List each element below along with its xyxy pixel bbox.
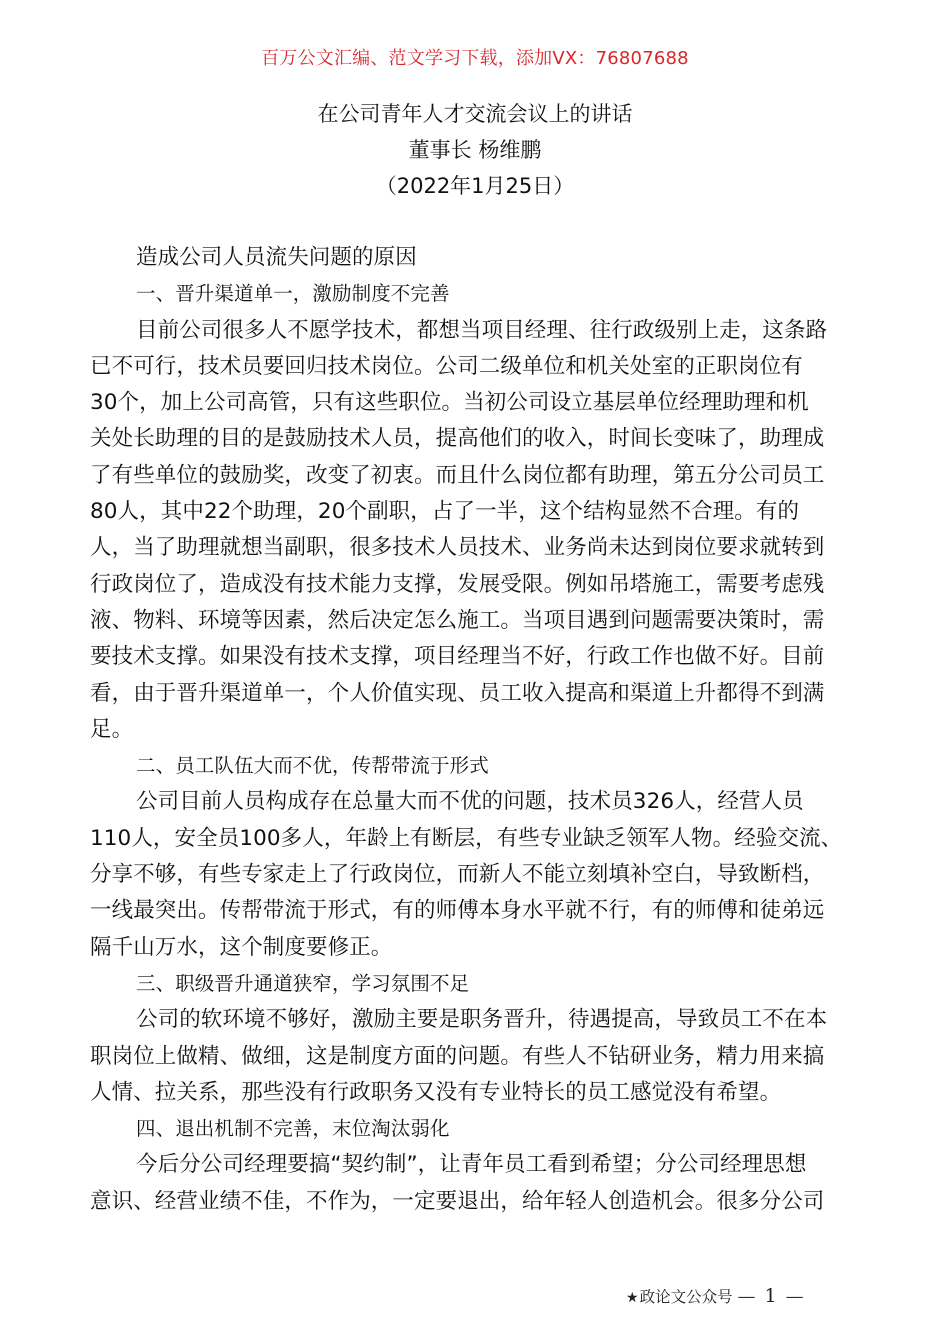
paragraph-line: 已不可行，技术员要回归技术岗位。公司二级单位和机关处室的正职岗位有 [90, 353, 803, 379]
paragraph-line: 目前公司很多人不愿学技术，都想当项目经理、往行政级别上走，这条路 [136, 317, 828, 343]
paragraph-line: 要技术支撑。如果没有技术支撑，项目经理当不好，行政工作也做不好。目前 [90, 644, 825, 670]
paragraph-line: 30个，加上公司高管，只有这些职位。当初公司设立基层单位经理助理和机 [90, 390, 809, 416]
paragraph-line: 110人，安全员100多人，年龄上有断层，有些专业缺乏领军人物。经验交流、 [90, 825, 843, 851]
page-footer [626, 1282, 804, 1310]
paragraph-line: 今后分公司经理要搞“契约制”，让青年员工看到希望；分公司经理思想 [136, 1152, 807, 1178]
paragraph-line: 行政岗位了，造成没有技术能力支撑，发展受限。例如吊塔施工，需要考虑残 [90, 571, 825, 597]
section-heading-1: 一、晋升渠道单一，激励制度不完善 [136, 282, 450, 306]
section-heading-2: 二、员工队伍大而不优，传帮带流于形式 [136, 754, 489, 778]
paragraph-line: 隔千山万水，这个制度要修正。 [90, 934, 393, 960]
footer-dash-right: — [785, 1286, 804, 1307]
paragraph-line: 了有些单位的鼓励奖，改变了初衷。而且什么岗位都有助理，第五分公司员工 [90, 462, 825, 488]
promo-banner: 百万公文汇编、范文学习下载，添加VX：76807688 [261, 48, 689, 69]
date-line: （2022年1月25日） [375, 174, 575, 198]
paragraph-line: 分享不够，有些专家走上了行政岗位，而新人不能立刻填补空白，导致断档， [90, 862, 825, 888]
paragraph-line: 职岗位上做精、做细，这是制度方面的问题。有些人不钻研业务，精力用来搞 [90, 1043, 825, 1069]
paragraph-line: 人，当了助理就想当副职，很多技术人员技术、业务尚未达到岗位要求就转到 [90, 535, 825, 561]
paragraph-line: 人情、拉关系，那些没有行政职务又没有专业特长的员工感觉没有希望。 [90, 1079, 782, 1105]
paragraph-line: 80人，其中22个助理，20个副职，占了一半，这个结构显然不合理。有的 [90, 499, 800, 525]
paragraph-line: 意识、经营业绩不佳，不作为，一定要退出，给年轻人创造机会。很多分公司 [90, 1188, 825, 1214]
section-heading-4: 四、退出机制不完善，末位淘汰弱化 [136, 1117, 450, 1141]
page-number: 1 [764, 1285, 777, 1307]
paragraph-line: 公司目前人员构成存在总量大而不优的问题，技术员326人，经营人员 [136, 789, 804, 815]
paragraph-line: 看，由于晋升渠道单一，个人价值实现、员工收入提高和渠道上升都得不到满 [90, 680, 825, 706]
section-intro-heading: 造成公司人员流失问题的原因 [136, 245, 417, 270]
star-icon: ★ [626, 1290, 639, 1306]
footer-dash-left: — [737, 1286, 756, 1307]
section-heading-3: 三、职级晋升通道狭窄，学习氛围不足 [136, 971, 470, 995]
paragraph-line: 公司的软环境不够好，激励主要是职务晋升，待遇提高，导致员工不在本 [136, 1007, 828, 1033]
speaker-line: 董事长 杨维鹏 [408, 138, 542, 162]
speech-title: 在公司青年人才交流会议上的讲话 [317, 102, 633, 126]
paragraph-line: 一线最突出。传帮带流于形式，有的师傅本身水平就不行，有的师傅和徒弟远 [90, 898, 825, 924]
footer-source: 政论文公众号 [639, 1288, 733, 1306]
paragraph-line: 液、物料、环境等因素，然后决定怎么施工。当项目遇到问题需要决策时，需 [90, 607, 825, 633]
body-text [90, 240, 862, 1220]
paragraph-line: 足。 [90, 716, 134, 742]
paragraph-line: 关处长助理的目的是鼓励技术人员，提高他们的收入，时间长变味了，助理成 [90, 426, 825, 452]
